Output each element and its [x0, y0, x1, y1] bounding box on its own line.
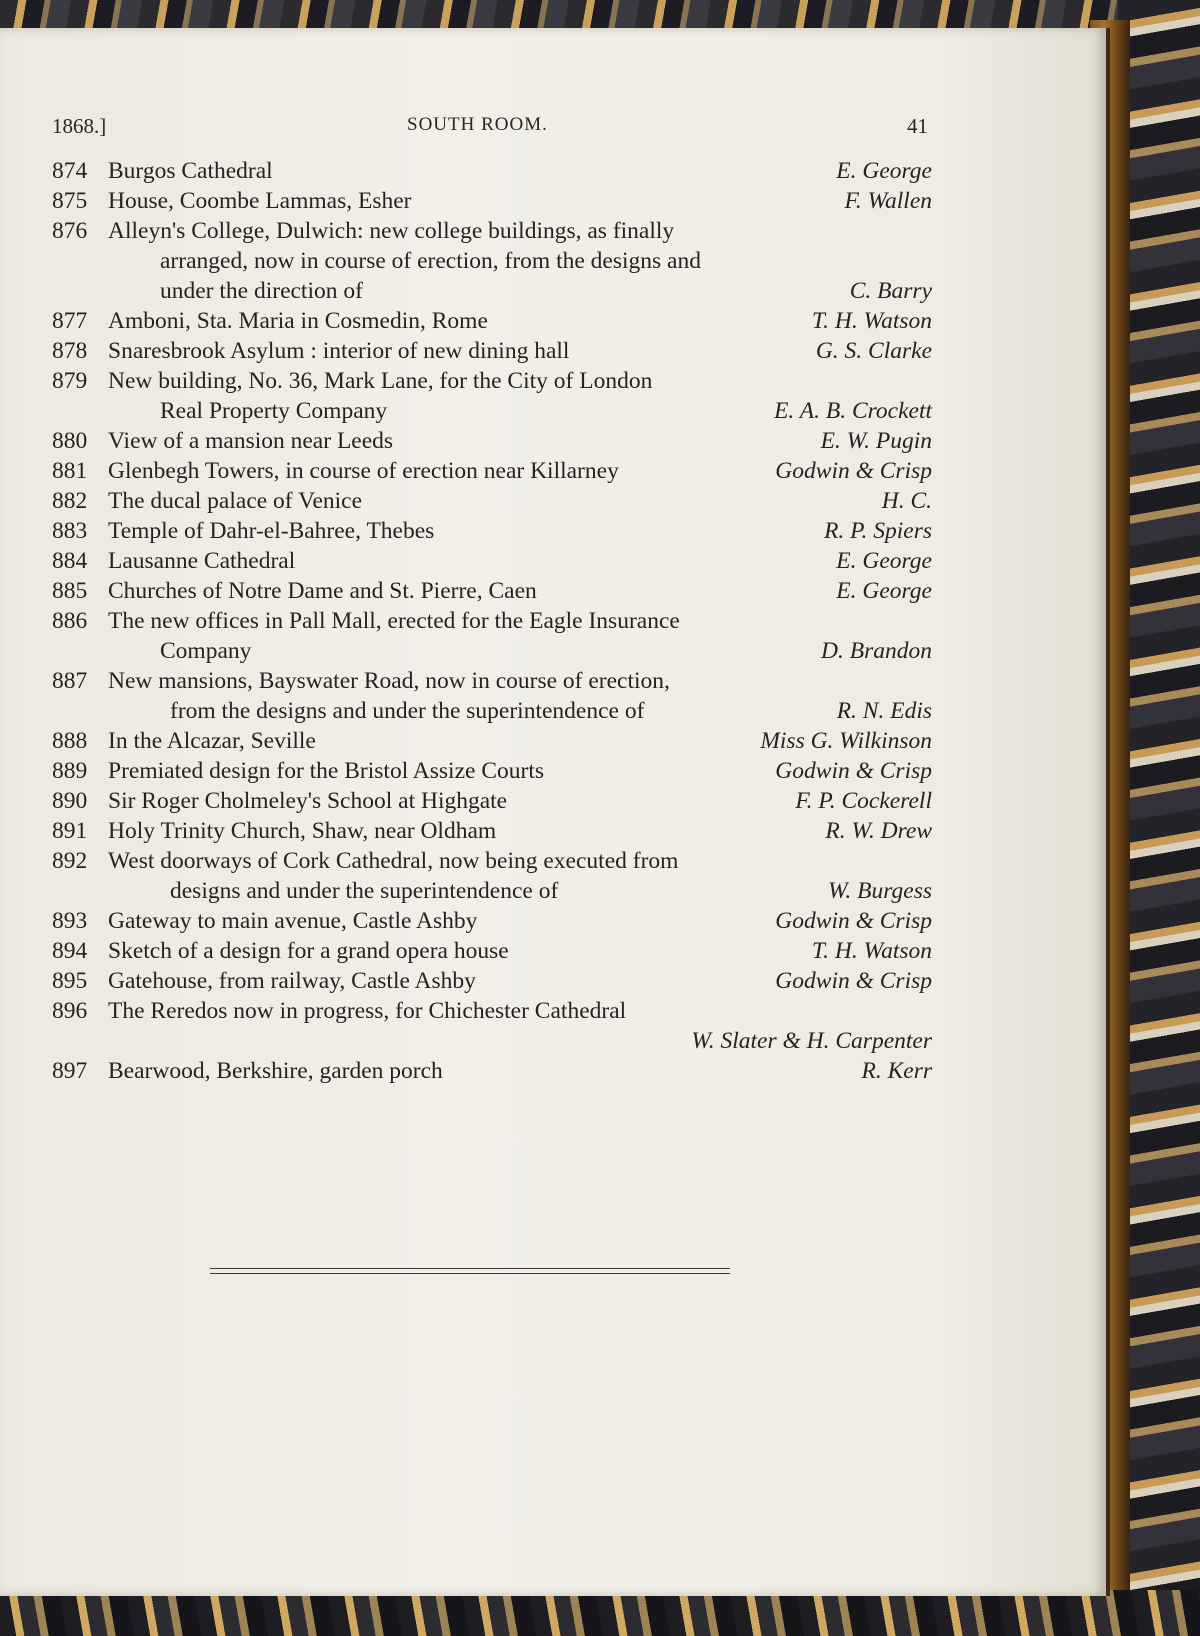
entry-number: 897 [52, 1058, 88, 1084]
entry-line [52, 366, 932, 396]
entry-line [52, 426, 932, 456]
entry-author: Godwin & Crisp [775, 908, 932, 934]
page-number: 41 [907, 114, 928, 138]
entry-title: Snaresbrook Asylum : interior of new dining hall [108, 338, 570, 364]
entry-title-continued: Real Property Company [160, 398, 388, 424]
entry-line [52, 936, 932, 966]
catalogue-entry [52, 606, 932, 666]
entry-line [52, 756, 932, 786]
catalogue-entries [52, 156, 932, 1086]
entry-title: Sketch of a design for a grand opera house [108, 938, 509, 964]
page-edge [1106, 28, 1110, 1596]
entry-title: Temple of Dahr-el-Bahree, Thebes [108, 518, 435, 544]
entry-line [52, 876, 932, 906]
entry-line [52, 396, 932, 426]
entry-number: 894 [52, 938, 88, 964]
catalogue-entry [52, 786, 932, 816]
entry-title-continued: Company [160, 638, 252, 664]
entry-author: E. George [836, 158, 932, 184]
entry-author: H. C. [881, 488, 932, 514]
entry-line [52, 546, 932, 576]
entry-author: Miss G. Wilkinson [760, 728, 932, 754]
catalogue-entry [52, 996, 932, 1056]
marbled-edge-bottom [0, 1590, 1200, 1636]
entry-line [52, 576, 932, 606]
entry-title-continued: under the direction of [160, 278, 363, 304]
catalogue-entry [52, 756, 932, 786]
entry-author: E. George [836, 578, 932, 604]
entry-author: E. A. B. Crockett [774, 398, 932, 424]
entry-number: 882 [52, 488, 88, 514]
entry-line [52, 246, 932, 276]
entry-title: Lausanne Cathedral [108, 548, 296, 574]
catalogue-entry [52, 936, 932, 966]
entry-line [52, 1056, 932, 1086]
entry-title: Holy Trinity Church, Shaw, near Oldham [108, 818, 497, 844]
entry-number: 886 [52, 608, 88, 634]
entry-title: Glenbegh Towers, in course of erection near Killarney [108, 458, 619, 484]
entry-line [52, 726, 932, 756]
entry-author: R. N. Edis [836, 698, 932, 724]
catalogue-entry [52, 666, 932, 726]
catalogue-entry [52, 816, 932, 846]
entry-title: New building, No. 36, Mark Lane, for the City of London [108, 368, 653, 394]
entry-line [52, 336, 932, 366]
entry-line [52, 906, 932, 936]
catalogue-entry [52, 546, 932, 576]
entry-number: 883 [52, 518, 88, 544]
entry-line [52, 606, 932, 636]
catalogue-entry [52, 306, 932, 336]
marbled-edge-right [1118, 0, 1200, 1636]
entry-line [52, 216, 932, 246]
entry-author: F. Wallen [844, 188, 932, 214]
entry-title: Gatehouse, from railway, Castle Ashby [108, 968, 476, 994]
catalogue-entry [52, 186, 932, 216]
entry-author: Godwin & Crisp [775, 458, 932, 484]
section-rule [210, 1268, 730, 1274]
entry-title: The new offices in Pall Mall, erected for the Eagle Insurance [108, 608, 680, 634]
entry-number: 875 [52, 188, 88, 214]
entry-author: G. S. Clarke [815, 338, 932, 364]
entry-author: T. H. Watson [811, 308, 932, 334]
entry-number: 874 [52, 158, 88, 184]
entry-line [52, 846, 932, 876]
entry-author: C. Barry [849, 278, 932, 304]
catalogue-entry [52, 726, 932, 756]
catalogue-entry [52, 516, 932, 546]
entry-number: 881 [52, 458, 88, 484]
catalogue-entry [52, 156, 932, 186]
entry-number: 878 [52, 338, 88, 364]
catalogue-entry [52, 486, 932, 516]
entry-line [52, 816, 932, 846]
entry-number: 892 [52, 848, 88, 874]
entry-line [52, 276, 932, 306]
entry-author: E. W. Pugin [820, 428, 932, 454]
entry-title: House, Coombe Lammas, Esher [108, 188, 412, 214]
entry-number: 889 [52, 758, 88, 784]
entry-line [52, 516, 932, 546]
entry-number: 887 [52, 668, 88, 694]
catalogue-entry [52, 336, 932, 366]
entry-title: Amboni, Sta. Maria in Cosmedin, Rome [108, 308, 488, 334]
entry-title: In the Alcazar, Seville [108, 728, 316, 754]
entry-line [52, 636, 932, 666]
entry-line [52, 786, 932, 816]
catalogue-entry [52, 426, 932, 456]
entry-number: 895 [52, 968, 88, 994]
entry-line [52, 996, 932, 1026]
entry-author: R. P. Spiers [824, 518, 932, 544]
catalogue-entry [52, 966, 932, 996]
entry-line [52, 306, 932, 336]
entry-line [52, 1026, 932, 1056]
running-header [52, 114, 928, 144]
entry-number: 876 [52, 218, 88, 244]
entry-title: Churches of Notre Dame and St. Pierre, Caen [108, 578, 537, 604]
entry-number: 893 [52, 908, 88, 934]
entry-title: Sir Roger Cholmeley's School at Highgate [108, 788, 508, 814]
entry-title: New mansions, Bayswater Road, now in course of erection, [108, 668, 670, 694]
entry-title-continued: designs and under the superintendence of [170, 878, 559, 904]
entry-author: Godwin & Crisp [775, 968, 932, 994]
entry-author: W. Burgess [827, 878, 932, 904]
entry-line [52, 156, 932, 186]
catalogue-entry [52, 846, 932, 906]
catalogue-entry [52, 216, 932, 306]
catalogue-entry [52, 576, 932, 606]
catalogue-entry [52, 1056, 932, 1086]
catalogue-entry [52, 906, 932, 936]
entry-author: E. George [836, 548, 932, 574]
entry-line [52, 966, 932, 996]
entry-author: T. H. Watson [811, 938, 932, 964]
entry-title: West doorways of Cork Cathedral, now being executed from [108, 848, 679, 874]
entry-line [52, 186, 932, 216]
entry-number: 884 [52, 548, 88, 574]
entry-author: D. Brandon [821, 638, 932, 664]
entry-title: The ducal palace of Venice [108, 488, 363, 514]
catalogue-entry [52, 456, 932, 486]
entry-title: Alleyn's College, Dulwich: new college buildings, as finally [108, 218, 675, 244]
entry-title: Gateway to main avenue, Castle Ashby [108, 908, 478, 934]
catalogue-entry [52, 366, 932, 426]
entry-title-continued: from the designs and under the superintendence of [170, 698, 645, 724]
entry-author: R. Kerr [861, 1058, 932, 1084]
entry-title: The Reredos now in progress, for Chichester Cathedral [108, 998, 627, 1024]
entry-title: Premiated design for the Bristol Assize Courts [108, 758, 545, 784]
entry-author: Godwin & Crisp [775, 758, 932, 784]
entry-title-continued: arranged, now in course of erection, from the designs and [160, 248, 701, 274]
entry-title: Burgos Cathedral [108, 158, 273, 184]
entry-number: 888 [52, 728, 88, 754]
entry-line [52, 666, 932, 696]
entry-line [52, 456, 932, 486]
entry-line [52, 486, 932, 516]
entry-number: 879 [52, 368, 88, 394]
entry-number: 877 [52, 308, 88, 334]
header-year: 1868.] [52, 114, 107, 138]
entry-number: 896 [52, 998, 88, 1024]
entry-number: 880 [52, 428, 88, 454]
entry-author: R. W. Drew [825, 818, 932, 844]
entry-number: 885 [52, 578, 88, 604]
entry-title: View of a mansion near Leeds [108, 428, 394, 454]
entry-number: 891 [52, 818, 88, 844]
entry-title: Bearwood, Berkshire, garden porch [108, 1058, 443, 1084]
entry-author: W. Slater & H. Carpenter [691, 1028, 932, 1054]
entry-author: F. P. Cockerell [795, 788, 932, 814]
header-section: SOUTH ROOM. [407, 114, 548, 135]
entry-line [52, 696, 932, 726]
entry-number: 890 [52, 788, 88, 814]
